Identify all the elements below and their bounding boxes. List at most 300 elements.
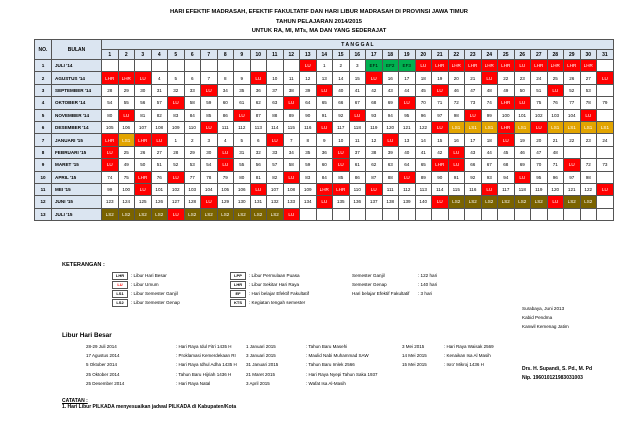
legend-item — [230, 290, 309, 299]
signature-title-1: Kabid Pendma — [522, 315, 553, 320]
day-cell: 134 — [300, 196, 317, 208]
day-cell: 4 — [151, 72, 168, 84]
day-cell: 94 — [498, 171, 515, 183]
day-cell: 77 — [184, 171, 201, 183]
day-cell: 68 — [498, 159, 515, 171]
summary-label: Semester Ganjil — [352, 273, 385, 278]
day-cell: LHR — [498, 60, 515, 72]
day-header: 29 — [564, 50, 581, 60]
month-name: JULI '15 — [52, 208, 102, 220]
holiday-item — [86, 370, 237, 379]
day-header: 2 — [118, 50, 135, 60]
day-cell: 7 — [201, 72, 218, 84]
row-number: 11 — [35, 183, 52, 195]
day-cell: LHR — [316, 183, 333, 195]
day-header-row — [35, 50, 614, 60]
day-cell: 103 — [184, 183, 201, 195]
month-name: NOVEMBER '14 — [52, 109, 102, 121]
day-cell: 114 — [267, 121, 284, 133]
month-row — [35, 196, 614, 208]
day-cell: 61 — [234, 97, 251, 109]
legend-item — [230, 299, 309, 308]
day-cell — [267, 60, 284, 72]
day-cell: 108 — [151, 121, 168, 133]
day-cell: 64 — [399, 159, 416, 171]
day-cell: 105 — [102, 121, 119, 133]
day-cell: 11 — [349, 134, 366, 146]
holiday-desc: : Tahun Baru Masehi — [306, 344, 348, 349]
day-cell: 79 — [597, 97, 614, 109]
day-cell: 63 — [267, 97, 284, 109]
day-cell: LS2 — [201, 208, 218, 220]
day-cell: 27 — [580, 72, 597, 84]
day-cell: LHR — [333, 183, 350, 195]
day-cell: LHR — [564, 60, 581, 72]
day-header: 12 — [283, 50, 300, 60]
holiday-desc: : Hari Raya Idhul Adha 1435 H — [176, 362, 237, 368]
day-cell: 79 — [217, 171, 234, 183]
day-header: 19 — [399, 50, 416, 60]
header-no: NO. — [35, 40, 52, 60]
day-cell: 34 — [217, 84, 234, 96]
day-cell: LU — [514, 97, 531, 109]
day-cell — [234, 60, 251, 72]
day-cell: 121 — [564, 183, 581, 195]
day-cell: 127 — [168, 196, 185, 208]
day-cell: 133 — [283, 196, 300, 208]
day-cell: 54 — [102, 97, 119, 109]
day-cell: 56 — [135, 97, 152, 109]
day-cell: 84 — [184, 109, 201, 121]
day-cell: LHR — [135, 134, 152, 146]
day-cell: 81 — [135, 109, 152, 121]
day-cell: LU — [481, 183, 498, 195]
day-cell: 66 — [333, 97, 350, 109]
day-cell: 11 — [283, 72, 300, 84]
day-cell — [135, 60, 152, 72]
day-cell: 102 — [168, 183, 185, 195]
day-cell: 92 — [465, 171, 482, 183]
day-cell — [481, 208, 498, 220]
day-cell: 43 — [382, 84, 399, 96]
day-cell: 65 — [415, 159, 432, 171]
day-cell: 10 — [333, 134, 350, 146]
day-cell: 23 — [580, 134, 597, 146]
day-header: 27 — [531, 50, 548, 60]
day-cell: 20 — [448, 72, 465, 84]
legend-code-box: LHR — [112, 272, 128, 280]
day-cell: LS1 — [448, 121, 465, 133]
month-row — [35, 72, 614, 84]
day-cell: 139 — [399, 196, 416, 208]
day-cell: 118 — [349, 121, 366, 133]
day-cell: LS2 — [564, 196, 581, 208]
day-cell: 30 — [135, 84, 152, 96]
day-cell: 102 — [531, 109, 548, 121]
day-cell: 70 — [415, 97, 432, 109]
day-cell: 85 — [201, 109, 218, 121]
holiday-item — [246, 360, 377, 369]
day-cell: 37 — [349, 146, 366, 158]
day-cell: 58 — [184, 97, 201, 109]
day-cell — [316, 208, 333, 220]
day-cell: 31 — [151, 84, 168, 96]
holiday-date: 3 Januari 2015 — [246, 353, 276, 359]
holiday-date: 14 Mei 2015 — [402, 353, 427, 359]
day-cell: 33 — [267, 146, 284, 158]
day-cell: LHR — [481, 60, 498, 72]
day-cell: 129 — [217, 196, 234, 208]
day-cell: LU — [217, 146, 234, 158]
day-cell: 33 — [184, 84, 201, 96]
day-cell: 131 — [250, 196, 267, 208]
day-cell: 17 — [465, 134, 482, 146]
day-cell: 24 — [597, 134, 614, 146]
day-cell: LHR — [498, 121, 515, 133]
day-cell: LU — [135, 72, 152, 84]
day-header: 11 — [267, 50, 284, 60]
holiday-item — [402, 360, 494, 369]
holiday-desc: : Isro' Mikroj 1436 H — [444, 362, 484, 368]
day-cell: LU — [597, 183, 614, 195]
day-cell: 16 — [382, 72, 399, 84]
day-cell: 114 — [432, 183, 449, 195]
month-row — [35, 109, 614, 121]
day-cell: 87 — [366, 171, 383, 183]
day-cell: LHR — [432, 60, 449, 72]
day-cell: 135 — [333, 196, 350, 208]
day-cell — [531, 208, 548, 220]
day-cell: 96 — [547, 171, 564, 183]
day-cell: 40 — [333, 84, 350, 96]
day-cell: 41 — [349, 84, 366, 96]
day-cell: 112 — [399, 183, 416, 195]
holiday-item — [246, 379, 377, 388]
day-cell: 110 — [184, 121, 201, 133]
day-cell: LU — [448, 146, 465, 158]
legend-text: : Kegiatan tengah semester — [249, 300, 306, 306]
day-header: 4 — [151, 50, 168, 60]
day-cell: LHR — [135, 171, 152, 183]
day-cell: 63 — [382, 159, 399, 171]
day-cell: 89 — [283, 109, 300, 121]
day-cell: 57 — [267, 159, 284, 171]
day-cell: 14 — [333, 72, 350, 84]
day-cell: 36 — [316, 146, 333, 158]
day-cell: 69 — [382, 97, 399, 109]
day-cell: 97 — [432, 109, 449, 121]
day-cell: 34 — [283, 146, 300, 158]
holiday-desc: : Tahun Baru Hijriah 1436 H — [176, 371, 232, 377]
day-cell — [580, 146, 597, 158]
day-header: 17 — [366, 50, 383, 60]
day-cell: 31 — [234, 146, 251, 158]
day-cell — [597, 60, 614, 72]
day-cell: 21 — [465, 72, 482, 84]
holiday-item — [86, 342, 237, 351]
day-cell: 122 — [580, 183, 597, 195]
day-cell: LS2 — [448, 196, 465, 208]
summary-value: : 122 hari — [418, 273, 438, 278]
day-cell: 51 — [531, 84, 548, 96]
day-cell: 78 — [201, 171, 218, 183]
day-cell: 96 — [415, 109, 432, 121]
day-header: 25 — [498, 50, 515, 60]
legend-text: : Libur Semester Genap — [131, 300, 180, 306]
day-header: 24 — [481, 50, 498, 60]
day-cell: LU — [514, 171, 531, 183]
day-cell: LS2 — [465, 196, 482, 208]
day-cell: 60 — [316, 159, 333, 171]
day-cell: 42 — [366, 84, 383, 96]
holiday-date: 25 Desember 2014 — [86, 380, 125, 386]
day-cell — [283, 60, 300, 72]
day-header: 7 — [201, 50, 218, 60]
day-cell: 29 — [184, 146, 201, 158]
day-cell: 12 — [366, 134, 383, 146]
legend-code-box: LS1 — [112, 290, 128, 298]
day-cell: LU — [300, 60, 317, 72]
legend-text: : Libur Sekitar Hari Raya — [249, 282, 300, 288]
signature-name: Drs. H. Supandi, S. Pd., M. Pd — [522, 366, 593, 372]
day-cell: 109 — [168, 121, 185, 133]
day-cell: 111 — [217, 121, 234, 133]
day-cell: 19 — [432, 72, 449, 84]
day-header: 5 — [168, 50, 185, 60]
day-cell: 37 — [267, 84, 284, 96]
day-cell — [300, 208, 317, 220]
day-cell: 45 — [498, 146, 515, 158]
month-name: SEPTEMBER '14 — [52, 84, 102, 96]
day-cell: 73 — [597, 159, 614, 171]
day-cell: LS2 — [135, 208, 152, 220]
day-cell: 99 — [481, 109, 498, 121]
day-cell: 74 — [481, 97, 498, 109]
day-cell: LU — [316, 121, 333, 133]
day-cell: 82 — [267, 171, 284, 183]
day-cell: 72 — [448, 97, 465, 109]
day-cell: 140 — [415, 196, 432, 208]
day-header: 21 — [432, 50, 449, 60]
holiday-item — [86, 379, 237, 388]
day-cell: 5 — [234, 134, 251, 146]
day-cell: 36 — [250, 84, 267, 96]
day-cell: LU — [597, 72, 614, 84]
legend-item — [230, 272, 309, 281]
legend-summary-labels — [352, 272, 409, 298]
month-name: FEBRUARI '15 — [52, 146, 102, 158]
legend-text: : Libur Umum — [131, 282, 159, 288]
day-cell: 118 — [514, 183, 531, 195]
day-cell: 95 — [399, 109, 416, 121]
day-cell: 70 — [531, 159, 548, 171]
day-cell: 120 — [382, 121, 399, 133]
catatan-note: 1. Hari Libur PILKADA menyesuaikan jadwal PILKADA di Kabupaten/Kota — [62, 404, 237, 410]
day-cell — [597, 84, 614, 96]
day-cell: 92 — [333, 109, 350, 121]
day-header: 31 — [597, 50, 614, 60]
holiday-desc: : Tahun Baru Imlek 2566 — [306, 362, 355, 368]
legend-code-box: KTS — [230, 299, 246, 307]
holiday-date: 28-29 Juli 2014 — [86, 344, 117, 349]
day-cell: LHR — [580, 60, 597, 72]
day-cell: 115 — [283, 121, 300, 133]
row-number: 3 — [35, 84, 52, 96]
day-header: 10 — [250, 50, 267, 60]
header-tanggal: T A N G G A L — [102, 40, 614, 50]
day-cell: 4 — [217, 134, 234, 146]
day-cell: 23 — [514, 72, 531, 84]
day-cell: 50 — [135, 159, 152, 171]
day-cell: 107 — [267, 183, 284, 195]
day-cell — [597, 171, 614, 183]
day-cell — [366, 208, 383, 220]
legend-column-2 — [230, 272, 309, 308]
day-cell: 111 — [382, 183, 399, 195]
holiday-list-b — [246, 342, 377, 388]
day-cell: 104 — [201, 183, 218, 195]
day-cell: 1 — [168, 134, 185, 146]
day-cell — [432, 208, 449, 220]
day-cell: 113 — [250, 121, 267, 133]
day-cell — [564, 208, 581, 220]
day-cell: 28 — [168, 146, 185, 158]
day-cell: 107 — [135, 121, 152, 133]
day-cell: 52 — [564, 84, 581, 96]
month-row — [35, 146, 614, 158]
day-cell: 113 — [415, 183, 432, 195]
day-cell: 100 — [498, 109, 515, 121]
day-cell — [118, 60, 135, 72]
day-cell: 58 — [283, 159, 300, 171]
holiday-item — [86, 360, 237, 369]
holiday-desc: : Hari Raya Natal — [176, 380, 211, 386]
month-name: JULI '14 — [52, 60, 102, 72]
day-cell — [102, 60, 119, 72]
day-cell: 35 — [300, 146, 317, 158]
day-cell — [597, 208, 614, 220]
day-cell: 49 — [498, 84, 515, 96]
month-row — [35, 134, 614, 146]
day-cell: 9 — [316, 134, 333, 146]
legend-summary-values — [418, 272, 437, 298]
title-line-1: HARI EFEKTIF MADRASAH, EFEKTIF FAKULTATIF DAN HARI LIBUR MADRASAH DI PROVINSI JAWA TIMUR — [170, 9, 468, 15]
holiday-date: 21 Maret 2015 — [246, 371, 276, 377]
day-cell: LHR — [498, 97, 515, 109]
day-cell: LU — [564, 159, 581, 171]
day-cell: 83 — [168, 109, 185, 121]
day-cell: 126 — [151, 196, 168, 208]
day-cell: 44 — [399, 84, 416, 96]
legend-code-box: EF — [230, 290, 246, 298]
day-cell: 46 — [514, 146, 531, 158]
day-cell: LU — [267, 134, 284, 146]
row-number: 1 — [35, 60, 52, 72]
day-cell: 95 — [531, 171, 548, 183]
month-name: JUNI '15 — [52, 196, 102, 208]
day-header: 14 — [316, 50, 333, 60]
day-cell: 26 — [135, 146, 152, 158]
day-cell — [498, 208, 515, 220]
day-cell: 25 — [547, 72, 564, 84]
day-cell: 74 — [102, 171, 119, 183]
day-cell: LHR — [102, 72, 119, 84]
day-cell: 28 — [102, 84, 119, 96]
day-cell: 67 — [481, 159, 498, 171]
day-cell: LU — [514, 60, 531, 72]
day-cell — [217, 60, 234, 72]
month-row — [35, 171, 614, 183]
day-cell: LS2 — [151, 208, 168, 220]
day-cell: LS1 — [564, 121, 581, 133]
day-cell: 62 — [250, 97, 267, 109]
day-header: 3 — [135, 50, 152, 60]
day-cell: 130 — [234, 196, 251, 208]
day-cell: 90 — [300, 109, 317, 121]
day-header: 26 — [514, 50, 531, 60]
day-header: 18 — [382, 50, 399, 60]
day-cell — [415, 208, 432, 220]
month-row — [35, 208, 614, 220]
summary-label: Semester Genap — [352, 281, 387, 287]
day-cell: 38 — [283, 84, 300, 96]
day-cell: 87 — [250, 109, 267, 121]
holiday-desc: : Kenaikan Isa Al Masih — [444, 353, 491, 359]
month-row — [35, 84, 614, 96]
day-cell: LU — [168, 97, 185, 109]
day-cell: 104 — [564, 109, 581, 121]
day-cell: LHR — [531, 60, 548, 72]
holiday-item — [402, 351, 494, 360]
day-cell: LS2 — [481, 196, 498, 208]
day-cell: 45 — [415, 84, 432, 96]
day-cell: LU — [432, 196, 449, 208]
holiday-item — [246, 351, 377, 360]
day-cell: 42 — [432, 146, 449, 158]
day-cell: LU — [201, 84, 218, 96]
day-cell: 39 — [300, 84, 317, 96]
day-cell: 132 — [267, 196, 284, 208]
day-cell: LS1 — [465, 121, 482, 133]
day-cell: 27 — [151, 146, 168, 158]
day-cell: 61 — [349, 159, 366, 171]
header-bulan: BULAN — [52, 40, 102, 60]
day-cell: LU — [366, 183, 383, 195]
row-number: 7 — [35, 134, 52, 146]
day-cell: 10 — [267, 72, 284, 84]
day-cell: LHR — [118, 72, 135, 84]
day-cell: 20 — [531, 134, 548, 146]
legend-code-box: LHR — [230, 281, 246, 289]
day-cell: 21 — [547, 134, 564, 146]
day-cell: 50 — [514, 84, 531, 96]
day-cell: LU — [201, 121, 218, 133]
day-cell: 117 — [498, 183, 515, 195]
day-cell: 120 — [547, 183, 564, 195]
day-cell — [597, 196, 614, 208]
day-cell: LS1 — [514, 121, 531, 133]
day-cell: 71 — [547, 159, 564, 171]
day-cell: LS1 — [597, 121, 614, 133]
day-cell: 39 — [382, 146, 399, 158]
day-cell: 85 — [333, 171, 350, 183]
day-cell: EF2 — [382, 60, 399, 72]
day-header: 23 — [465, 50, 482, 60]
day-cell: 13 — [399, 134, 416, 146]
day-cell: LU — [531, 121, 548, 133]
day-cell: 97 — [564, 171, 581, 183]
day-cell: 137 — [366, 196, 383, 208]
